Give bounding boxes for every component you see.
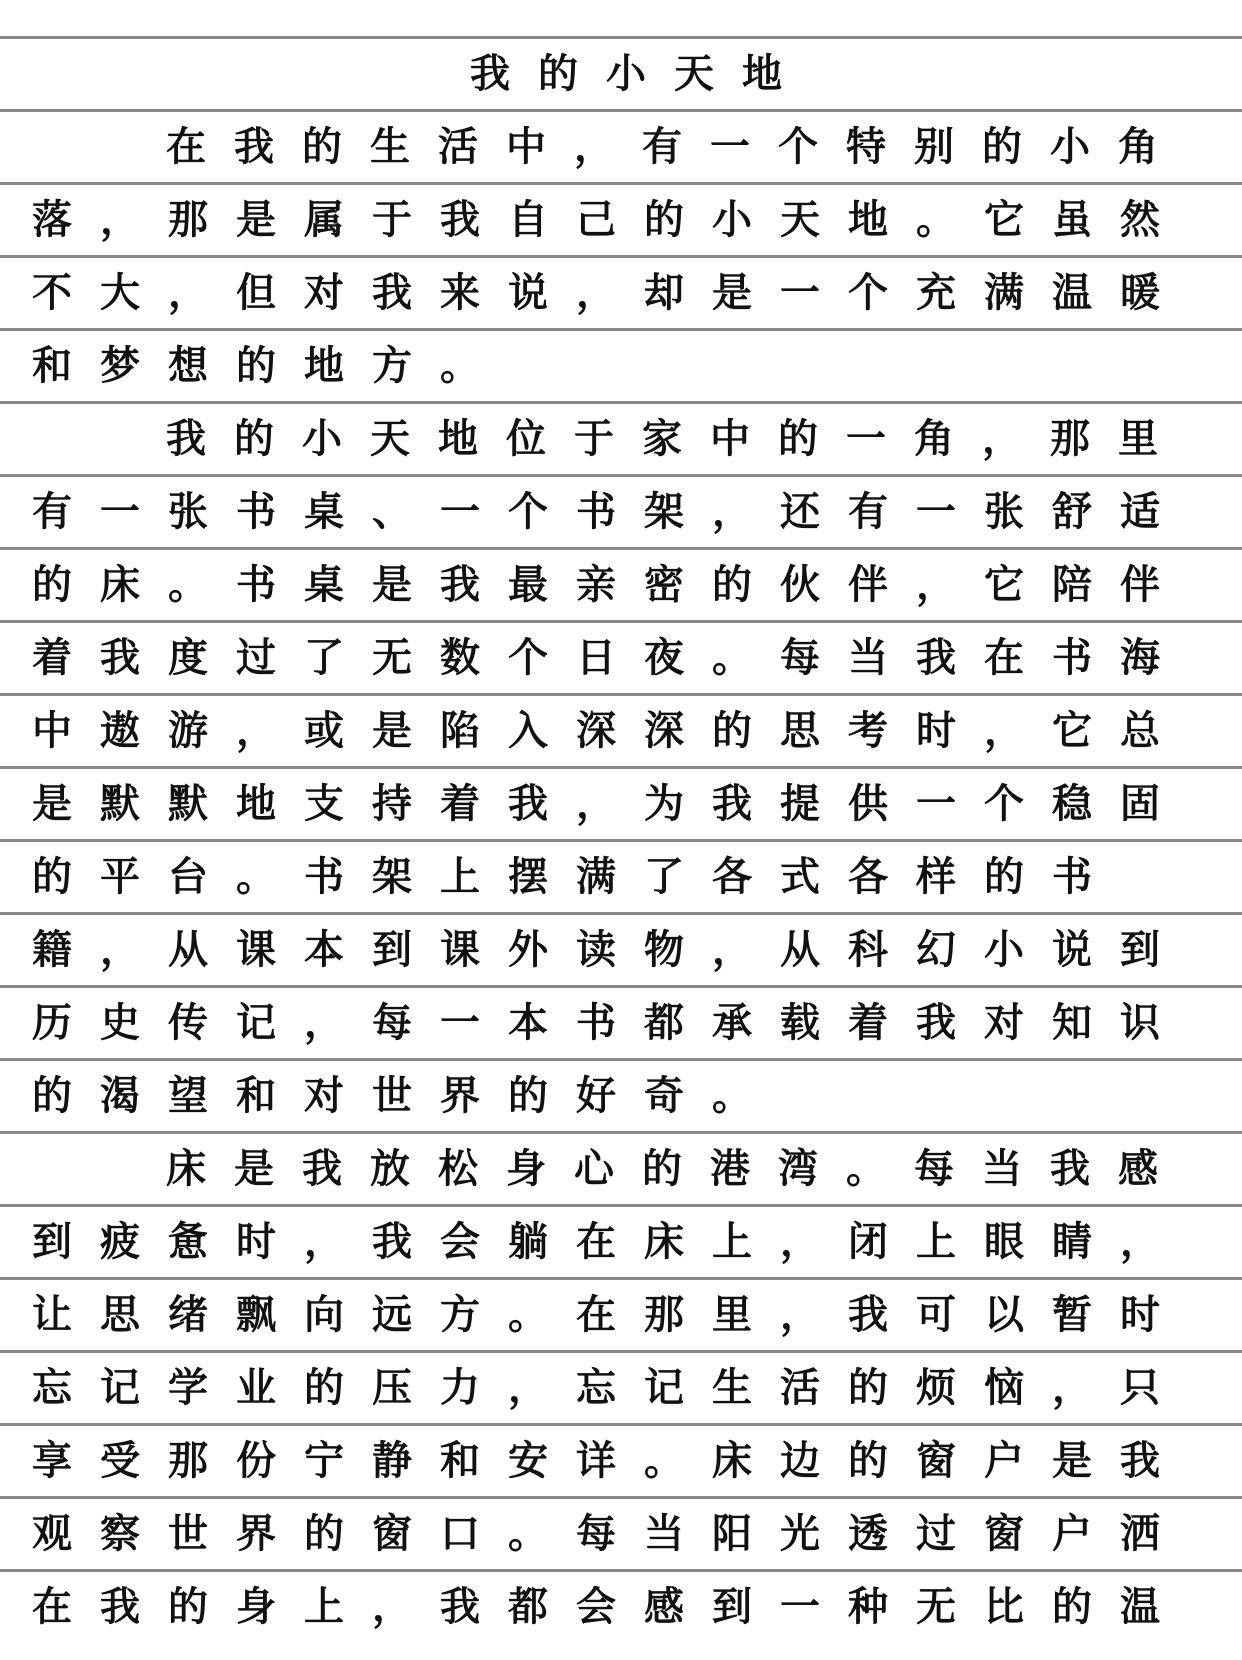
- text-line: [0, 1131, 1242, 1204]
- text-line: [0, 182, 1242, 255]
- line-text: 和梦想的地方。: [32, 342, 508, 389]
- text-line: [0, 1569, 1242, 1642]
- line-text: 历史传记，每一本书都承载着我对知识: [32, 999, 1188, 1046]
- text-line: [0, 766, 1242, 839]
- line-text: 到疲惫时，我会躺在床上，闭上眼睛，: [32, 1218, 1188, 1265]
- text-line: [0, 839, 1242, 912]
- line-text: 享受那份宁静和安详。床边的窗户是我: [32, 1437, 1188, 1484]
- lined-paper-sheet: [0, 36, 1242, 1660]
- text-line: [0, 912, 1242, 985]
- text-line: [0, 1423, 1242, 1496]
- line-text: 在我的生活中，有一个特别的小角: [166, 123, 1186, 170]
- text-line: [0, 1350, 1242, 1423]
- line-text: 的平台。书架上摆满了各式各样的书: [32, 853, 1120, 900]
- line-text: 观察世界的窗口。每当阳光透过窗户洒: [32, 1510, 1188, 1557]
- text-line: [0, 474, 1242, 547]
- line-text: 是默默地支持着我，为我提供一个稳固: [32, 780, 1188, 827]
- line-text: 落，那是属于我自己的小天地。它虽然: [32, 196, 1188, 243]
- line-text: 中遨游，或是陷入深深的思考时，它总: [32, 707, 1188, 754]
- text-line: [0, 401, 1242, 474]
- text-line: [0, 547, 1242, 620]
- text-line: [0, 620, 1242, 693]
- line-text: 的床。书桌是我最亲密的伙伴，它陪伴: [32, 561, 1188, 608]
- line-text: 的渴望和对世界的好奇。: [32, 1072, 780, 1119]
- text-line: [0, 985, 1242, 1058]
- text-line: [0, 1058, 1242, 1131]
- essay-title: 我的小天地: [470, 50, 810, 97]
- text-line: [0, 1204, 1242, 1277]
- line-text: 籍，从课本到课外读物，从科幻小说到: [32, 926, 1188, 973]
- line-text: 我的小天地位于家中的一角，那里: [166, 415, 1186, 462]
- text-line: [0, 693, 1242, 766]
- line-text: 有一张书桌、一个书架，还有一张舒适: [32, 488, 1188, 535]
- text-line: [0, 328, 1242, 401]
- text-line: [0, 1277, 1242, 1350]
- line-text: 着我度过了无数个日夜。每当我在书海: [32, 634, 1188, 681]
- title-row: [0, 36, 1242, 109]
- line-text: 床是我放松身心的港湾。每当我感: [166, 1145, 1186, 1192]
- line-text: 不大，但对我来说，却是一个充满温暖: [32, 269, 1188, 316]
- text-line: [0, 255, 1242, 328]
- line-text: 忘记学业的压力，忘记生活的烦恼，只: [32, 1364, 1188, 1411]
- line-text: 让思绪飘向远方。在那里，我可以暂时: [32, 1291, 1188, 1338]
- text-line: [0, 1496, 1242, 1569]
- line-text: 在我的身上，我都会感到一种无比的温: [32, 1583, 1188, 1630]
- text-line: [0, 109, 1242, 182]
